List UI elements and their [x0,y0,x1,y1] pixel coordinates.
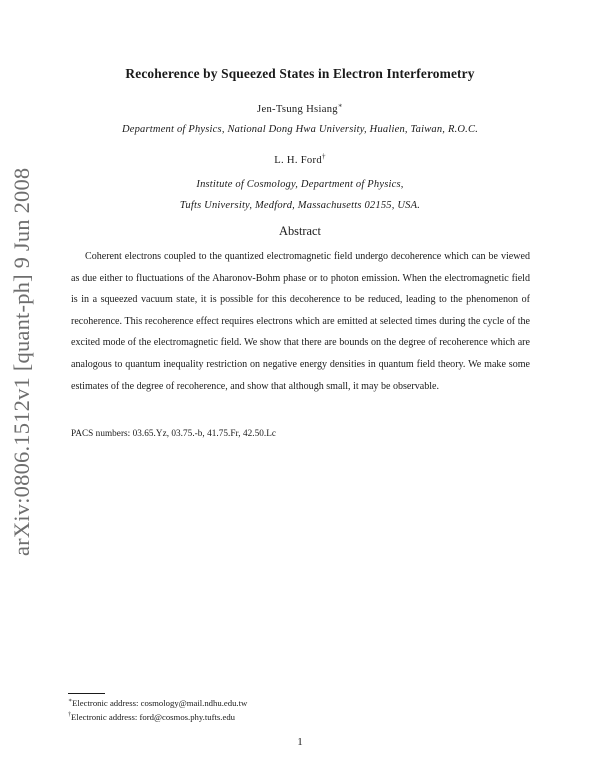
affiliation-line: Institute of Cosmology, Department of Physics, [196,179,404,190]
footnote-rule [68,693,105,694]
affiliation-line: Tufts University, Medford, Massachusetts 02155, USA. [179,200,421,211]
author-footnote-mark: ∗ [337,101,343,110]
pacs-numbers: PACS numbers: 03.65.Yz, 03.75.-b, 41.75.Fr, 42.50.Lc [71,428,277,438]
footnote-text: Electronic address: ford@cosmos.phy.tufts.edu [71,712,236,722]
abstract-text: Coherent electrons coupled to the quantized electromagnetic field undergo decoherence which can be viewed as due either to fluctuations of the Aharonov-Bohm phase or to photon emission. When the electromagnetic field is in a squeezed vacuum state, it is possible for this decoherence to be reduced, leading to the phenomenon of recoherence. This recoherence effect requires electrons which are emitted at selected times during the cycle of the excited mode of the electromagnetic field. We show that there are bounds on the degree of recoherence which are analogous to quantum inequality restriction on negative energy densities in quantum field theory. We make some estimates of the degree of recoherence, and show that although small, it may be observable. [71,251,530,392]
author-ford [60,152,540,166]
arxiv-identifier-stamp: arXiv:0806.1512v1 [quant-ph] 9 Jun 2008 [9,167,34,556]
footnote [68,698,247,708]
page-number: 1 [297,736,303,748]
author-name: L. H. Ford [274,155,322,166]
footnote-mark: † [68,712,71,719]
author-hsiang [60,101,540,115]
footnote [68,712,235,722]
abstract-heading: Abstract [279,224,321,238]
footnote-text: Electronic address: cosmology@mail.ndhu.edu.tw [72,698,248,708]
footnote-mark: ∗ [68,698,73,705]
author-name: Jen-Tsung Hsiang [257,104,338,115]
paper-title: Recoherence by Squeezed States in Electron Interferometry [125,66,475,81]
author-footnote-mark: † [321,152,326,161]
affiliation-line: Department of Physics, National Dong Hwa University, Hualien, Taiwan, R.O.C. [121,124,479,135]
